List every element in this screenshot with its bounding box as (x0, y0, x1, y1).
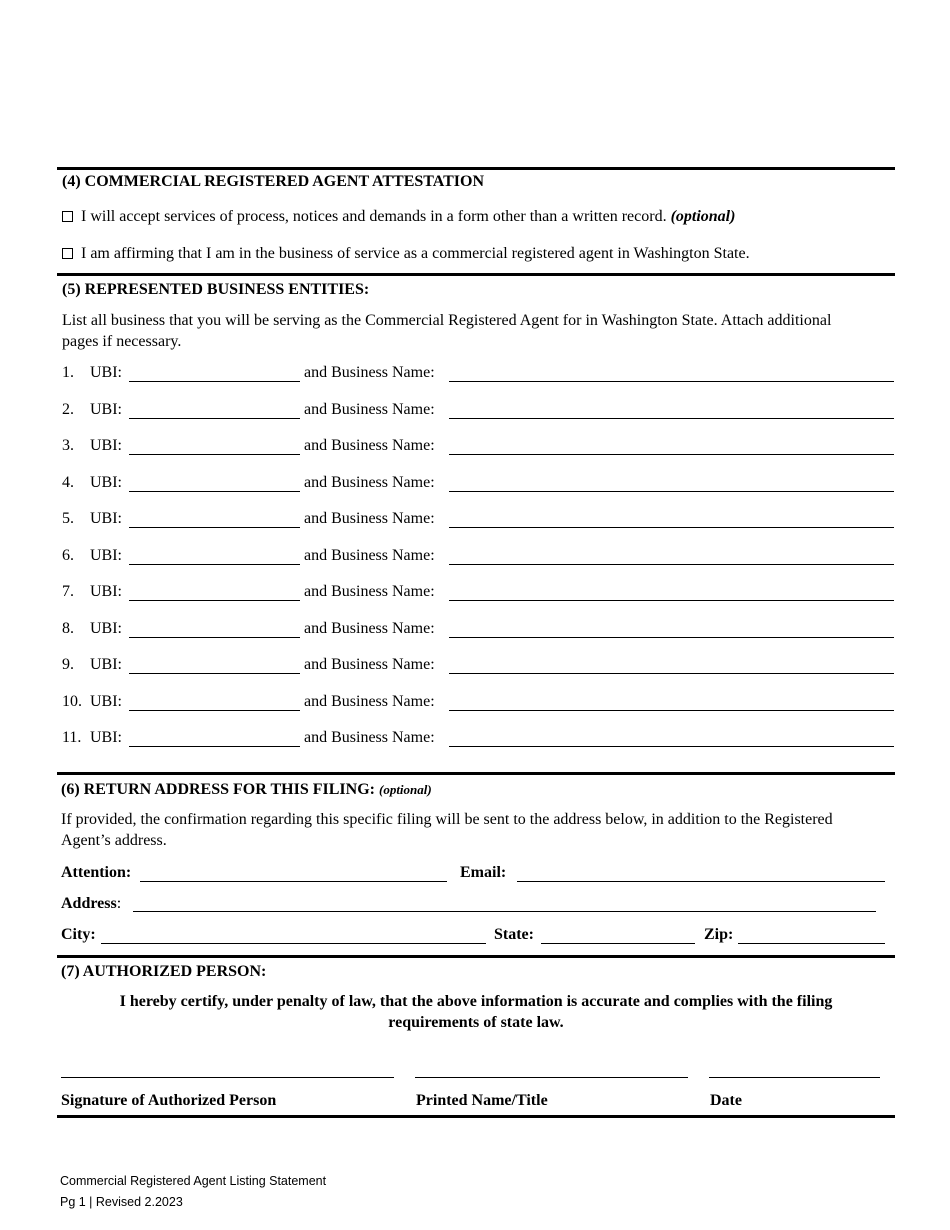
business-name-label: and Business Name: (304, 729, 435, 746)
entity-row-number: 4. (62, 473, 74, 491)
entity-row-number: 2. (62, 400, 74, 418)
ubi-label: UBI: (90, 473, 122, 491)
address-label: Address (61, 895, 117, 912)
ubi-field[interactable] (129, 673, 300, 674)
attestation-item-1-text: I will accept services of process, notices and demands in a form other than a written record. (81, 208, 667, 225)
business-name-field[interactable] (449, 418, 894, 419)
section-6-description-line-1: If provided, the confirmation regarding this specific filing will be sent to the address below, in addition to the Registered (61, 811, 833, 828)
entity-row-number: 8. (62, 619, 74, 637)
address-label-row (61, 894, 121, 914)
printed-name-label: Printed Name/Title (416, 1092, 548, 1109)
ubi-field[interactable] (129, 454, 300, 455)
business-name-label: and Business Name: (304, 437, 435, 454)
date-label: Date (710, 1092, 742, 1109)
ubi-label: UBI: (90, 729, 122, 746)
entity-row-number: 3. (62, 437, 74, 454)
email-field[interactable] (517, 881, 885, 882)
signature-field[interactable] (61, 1077, 394, 1078)
entity-row-number: 9. (62, 656, 74, 673)
accept-non-written-checkbox[interactable] (62, 211, 73, 222)
business-name-field[interactable] (449, 454, 894, 455)
section-4-top-rule (57, 167, 895, 170)
attestation-item-1 (62, 207, 735, 227)
address-colon: : (116, 895, 122, 912)
business-name-label: and Business Name: (304, 473, 435, 491)
email-label: Email: (460, 864, 507, 881)
footer-form-title: Commercial Registered Agent Listing Statement (60, 1174, 327, 1188)
zip-label: Zip: (704, 926, 734, 943)
ubi-field[interactable] (129, 564, 300, 565)
address-field[interactable] (133, 911, 876, 912)
entity-row-number: 5. (62, 510, 74, 527)
section-6-optional: (optional) (378, 782, 432, 797)
ubi-field[interactable] (129, 600, 300, 601)
business-name-field[interactable] (449, 673, 894, 674)
section-5-description-line-2: pages if necessary. (62, 333, 182, 350)
certify-line-2: requirements of state law. (388, 1014, 564, 1031)
section-7-title: (7) AUTHORIZED PERSON: (61, 963, 267, 980)
section-6-top-rule (57, 772, 895, 775)
entity-row-number: 7. (62, 583, 74, 600)
ubi-label: UBI: (90, 546, 122, 564)
entity-row-number: 1. (62, 364, 74, 381)
ubi-label: UBI: (90, 656, 122, 673)
ubi-label: UBI: (90, 510, 122, 527)
business-name-label: and Business Name: (304, 619, 435, 637)
section-6-description-line-2: Agent’s address. (61, 832, 167, 849)
city-label: City: (61, 926, 96, 943)
section-5-description-line-1: List all business that you will be serving as the Commercial Registered Agent for in Washington State. Attach additional (62, 312, 832, 329)
business-name-label: and Business Name: (304, 656, 435, 673)
certify-line-1: I hereby certify, under penalty of law, that the above information is accurate and complies with the filing (119, 993, 833, 1010)
ubi-field[interactable] (129, 491, 300, 492)
city-field[interactable] (101, 943, 486, 944)
section-6-title-row (61, 780, 432, 800)
ubi-label: UBI: (90, 364, 122, 381)
ubi-label: UBI: (90, 619, 122, 637)
business-name-field[interactable] (449, 491, 894, 492)
attestation-item-2-text: I am affirming that I am in the business of service as a commercial registered agent in Washington State. (81, 245, 750, 262)
business-name-label: and Business Name: (304, 692, 435, 710)
section-6-title: (6) RETURN ADDRESS FOR THIS FILING: (61, 781, 375, 798)
section-5-title: (5) REPRESENTED BUSINESS ENTITIES: (62, 281, 370, 298)
business-name-field[interactable] (449, 381, 894, 382)
entity-row-number: 11. (62, 729, 82, 746)
ubi-field[interactable] (129, 381, 300, 382)
signature-label: Signature of Authorized Person (61, 1092, 277, 1109)
business-name-field[interactable] (449, 600, 894, 601)
section-7-bottom-rule (57, 1115, 895, 1118)
business-name-field[interactable] (449, 746, 894, 747)
printed-name-field[interactable] (415, 1077, 688, 1078)
entity-row-number: 10. (62, 692, 82, 710)
ubi-field[interactable] (129, 418, 300, 419)
ubi-field[interactable] (129, 710, 300, 711)
optional-label: (optional) (670, 208, 736, 225)
section-7-top-rule (57, 955, 895, 958)
ubi-label: UBI: (90, 583, 122, 600)
state-field[interactable] (541, 943, 695, 944)
affirm-commercial-agent-checkbox[interactable] (62, 248, 73, 259)
business-name-label: and Business Name: (304, 583, 435, 600)
attention-label: Attention: (61, 864, 132, 881)
ubi-field[interactable] (129, 746, 300, 747)
ubi-field[interactable] (129, 527, 300, 528)
business-name-label: and Business Name: (304, 364, 435, 381)
date-field[interactable] (709, 1077, 880, 1078)
state-label: State: (494, 926, 534, 943)
ubi-field[interactable] (129, 637, 300, 638)
business-name-label: and Business Name: (304, 546, 435, 564)
business-name-field[interactable] (449, 710, 894, 711)
ubi-label: UBI: (90, 692, 122, 710)
attestation-item-2 (62, 244, 750, 264)
business-name-label: and Business Name: (304, 510, 435, 527)
ubi-label: UBI: (90, 400, 122, 418)
attention-field[interactable] (140, 881, 447, 882)
zip-field[interactable] (738, 943, 885, 944)
section-4-title: (4) COMMERCIAL REGISTERED AGENT ATTESTATION (62, 173, 485, 190)
business-name-field[interactable] (449, 527, 894, 528)
ubi-label: UBI: (90, 437, 122, 454)
business-name-label: and Business Name: (304, 400, 435, 418)
business-name-field[interactable] (449, 564, 894, 565)
section-5-top-rule (57, 273, 895, 276)
footer-page-info: Pg 1 | Revised 2.2023 (60, 1195, 183, 1209)
business-name-field[interactable] (449, 637, 894, 638)
entity-row-number: 6. (62, 546, 74, 564)
